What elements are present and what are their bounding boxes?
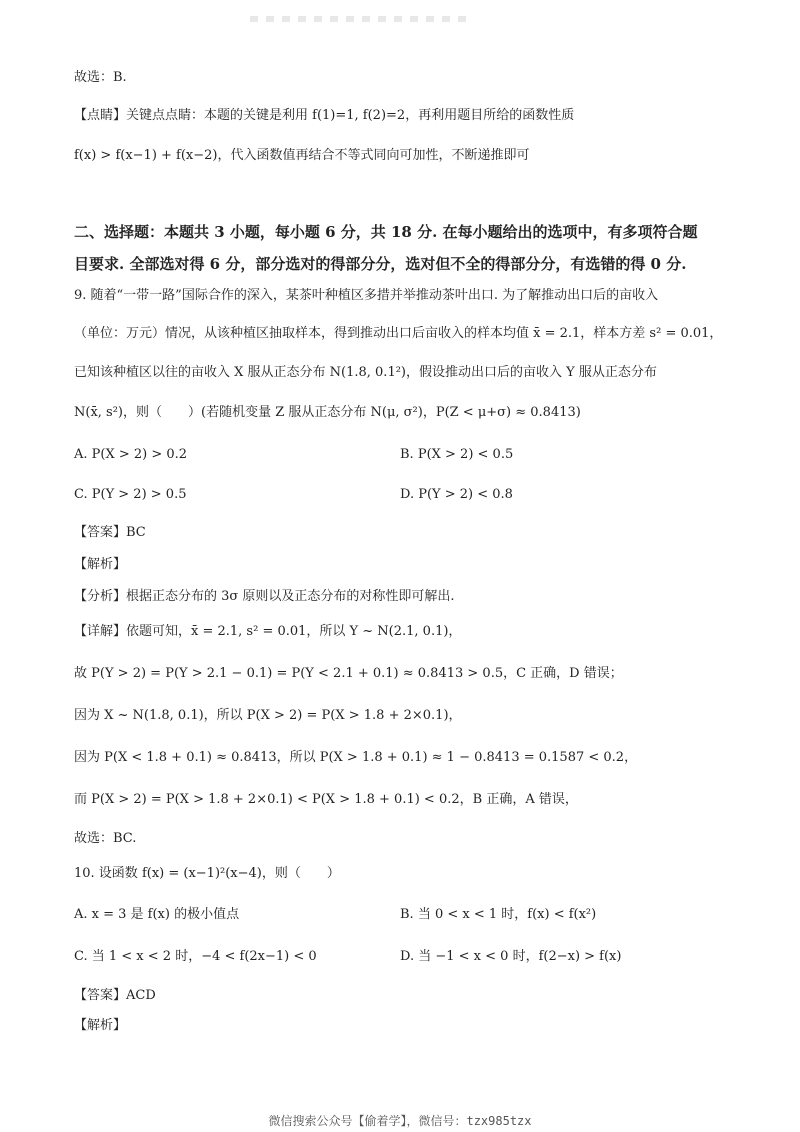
page-footer: 微信搜索公众号【偷着学】，微信号：tzx985tzx: [268, 1114, 532, 1128]
comment-tag: 【点睛】: [74, 108, 127, 123]
prev-answer: 故选：B.: [74, 70, 127, 85]
q9-option-c: C. P(Y > 2) > 0.5: [74, 487, 187, 502]
section-heading-line1: 二、选择题：本题共 3 小题，每小题 6 分，共 18 分. 在每小题给出的选项中，有多项符合题: [74, 223, 698, 241]
q9-option-b: B. P(X > 2) < 0.5: [400, 447, 514, 462]
q9-stem-line2: （单位：万元）情况，从该种植区抽取样本，得到推动出口后亩收入的样本均值 x̄ = 2.1，样本方差 s² = 0.01，: [74, 326, 723, 341]
q10-option-c: C. 当 1 < x < 2 时，−4 < f(2x−1) < 0: [74, 949, 317, 964]
q10-answer: 【答案】ACD: [74, 988, 156, 1003]
q9-detail-3: 因为 X ~ N(1.8, 0.1)，所以 P(X > 2) = P(X > 1.8 + 2×0.1)，: [74, 708, 462, 723]
q10-option-b: B. 当 0 < x < 1 时，f(x) < f(x²): [400, 907, 597, 922]
q10-stem: 10. 设函数 f(x) = (x−1)²(x−4)，则（ ）: [74, 866, 340, 881]
q9-detail-4: 因为 P(X < 1.8 + 0.1) ≈ 0.8413，所以 P(X > 1.8 + 0.1) ≈ 1 − 0.8413 = 0.1587 < 0.2，: [74, 750, 638, 765]
q9-fenxi: 【分析】根据正态分布的 3σ 原则以及正态分布的对称性即可解出.: [74, 589, 455, 604]
q10-option-a: A. x = 3 是 f(x) 的极小值点: [74, 907, 240, 922]
q9-stem-line3: 已知该种植区以往的亩收入 X 服从正态分布 N(1.8, 0.1²)，假设推动出口后的亩收入 Y 服从正态分布: [74, 365, 657, 380]
prev-comment-line1: [74, 106, 574, 126]
q9-answer: 【答案】BC: [74, 525, 146, 540]
q9-stem-line1: 9. 随着“一带一路”国际合作的深入，某茶叶种植区多措并举推动茶叶出口. 为了解推动出口后的亩收入: [74, 288, 659, 303]
header-artifact: [250, 16, 470, 22]
section-heading-line2: 目要求. 全部选对得 6 分，部分选对的得部分分，选对但不全的得部分分，有选错的得 0 分.: [74, 255, 687, 273]
q9-option-d: D. P(Y > 2) < 0.8: [400, 487, 513, 502]
q9-detail-1: 【详解】依题可知，x̄ = 2.1, s² = 0.01，所以 Y ~ N(2.1, 0.1)，: [74, 624, 462, 639]
q9-option-a: A. P(X > 2) > 0.2: [74, 447, 188, 462]
q9-detail-5: 而 P(X > 2) = P(X > 1.8 + 2×0.1) < P(X > 1.8 + 0.1) < 0.2，B 正确，A 错误，: [74, 792, 578, 807]
q9-stem-line4: N(x̄, s²)，则（ ）(若随机变量 Z 服从正态分布 N(μ, σ²)，P(Z < μ+σ) ≈ 0.8413): [74, 405, 581, 420]
q9-final-answer: 故选：BC.: [74, 831, 137, 846]
q9-detail-2: 故 P(Y > 2) = P(Y > 2.1 − 0.1) = P(Y < 2.1 + 0.1) ≈ 0.8413 > 0.5，C 正确，D 错误；: [74, 666, 623, 681]
q9-analysis-tag: 【解析】: [74, 557, 127, 572]
q10-analysis-tag: 【解析】: [74, 1018, 127, 1033]
q10-option-d: D. 当 −1 < x < 0 时，f(2−x) > f(x): [400, 949, 622, 964]
comment-text1: 关键点点睛：本题的关键是利用 f(1)=1, f(2)=2，再利用题目所给的函数性质: [126, 108, 575, 123]
prev-comment-line2: f(x) > f(x−1) + f(x−2)，代入函数值再结合不等式同向可加性，不断递推即可: [74, 148, 530, 163]
